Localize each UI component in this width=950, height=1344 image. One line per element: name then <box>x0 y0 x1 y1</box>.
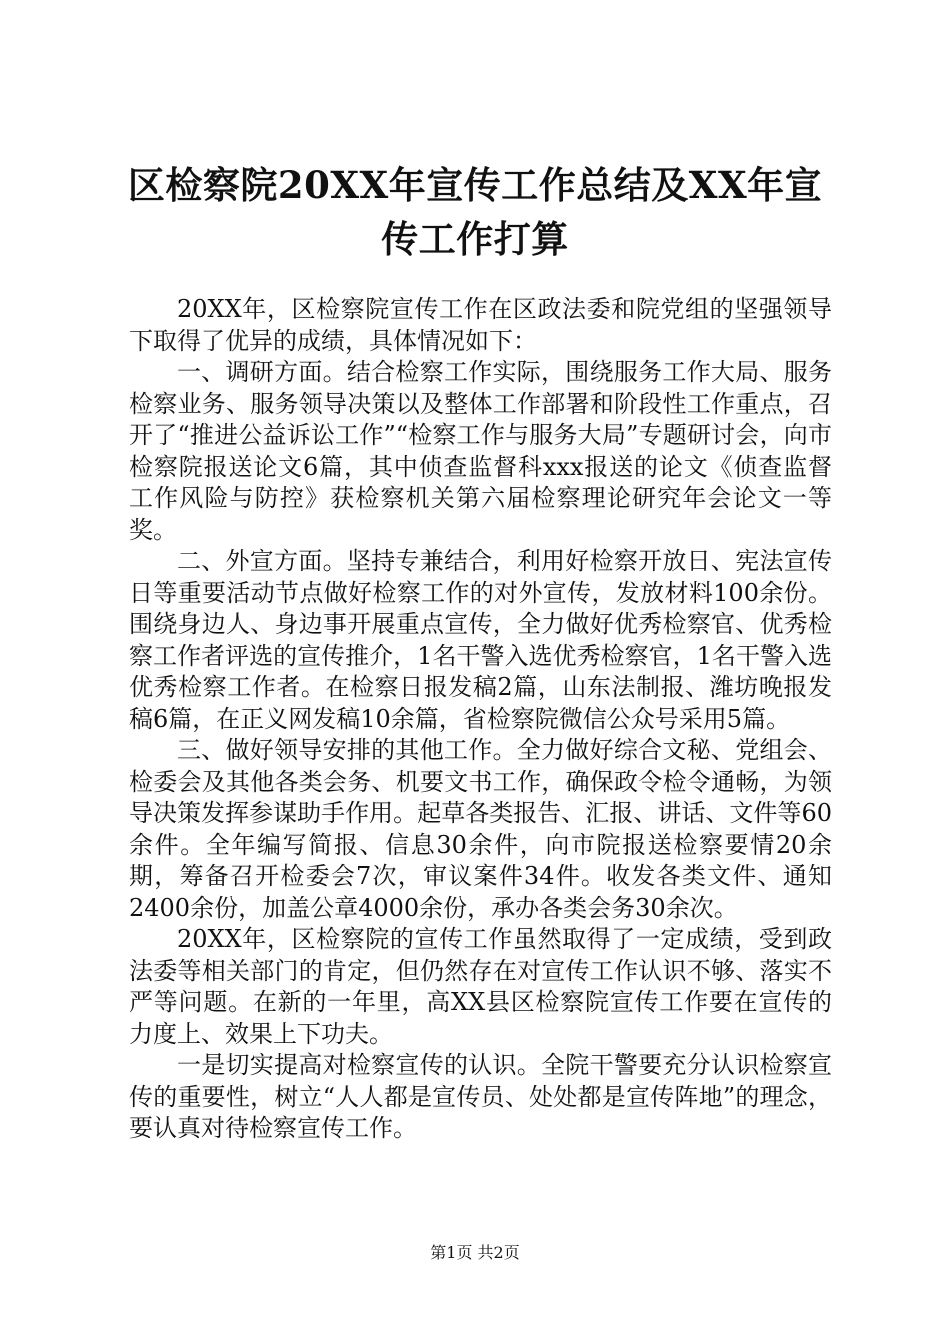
document-body <box>129 294 832 1145</box>
page-footer: 第1页 共2页 <box>430 1243 520 1262</box>
paragraph-publicity: 二、外宣方面。坚持专兼结合，利用好检察开放日、宪法宣传日等重要活动节点做好检察工作的对外宣传，发放材料100余份。围绕身边人、身边事开展重点宣传，全力做好优秀检察官、优秀检察工作者评选的宣传推介，1名干警入选优秀检察官，1名干警入选优秀检察工作者。在检察日报发稿2篇，山东法制报、潍坊晚报发稿6篇，在正义网发稿10余篇，省检察院微信公众号采用5篇。 <box>129 547 832 733</box>
document-title: 区检察院20XX年宣传工作总结及XX年宣传工作打算 <box>127 163 823 261</box>
paragraph-plan-one: 一是切实提高对检察宣传的认识。全院干警要充分认识检察宣传的重要性，树立“人人都是宣传员、处处都是宣传阵地”的理念，要认真对待检察宣传工作。 <box>129 1051 832 1142</box>
paragraph-research: 一、调研方面。结合检察工作实际，围绕服务工作大局、服务检察业务、服务领导决策以及整体工作部署和阶段性工作重点，召开了“推进公益诉讼工作”“检察工作与服务大局”专题研讨会，向市检察院报送论文6篇，其中侦查监督科xxx报送的论文《侦查监督工作风险与防控》获检察机关第六届检察理论研究年会论文一等奖。 <box>129 358 832 544</box>
paragraph-other-work: 三、做好领导安排的其他工作。全力做好综合文秘、党组会、检委会及其他各类会务、机要文书工作，确保政令检令通畅，为领导决策发挥参谋助手作用。起草各类报告、汇报、讲话、文件等60余件。全年编写简报、信息30余件，向市院报送检察要情20余期，筹备召开检委会7次，审议案件34件。收发各类文件、通知2400余份，加盖公章4000余份，承办各类会务30余次。 <box>129 736 832 922</box>
paragraph-summary: 20XX年，区检察院的宣传工作虽然取得了一定成绩，受到政法委等相关部门的肯定，但仍然存在对宣传工作认识不够、落实不严等问题。在新的一年里，高XX县区检察院宣传工作要在宣传的力度上、效果上下功夫。 <box>129 925 832 1048</box>
paragraph-intro: 20XX年，区检察院宣传工作在区政法委和院党组的坚强领导下取得了优异的成绩，具体情况如下： <box>129 295 832 355</box>
